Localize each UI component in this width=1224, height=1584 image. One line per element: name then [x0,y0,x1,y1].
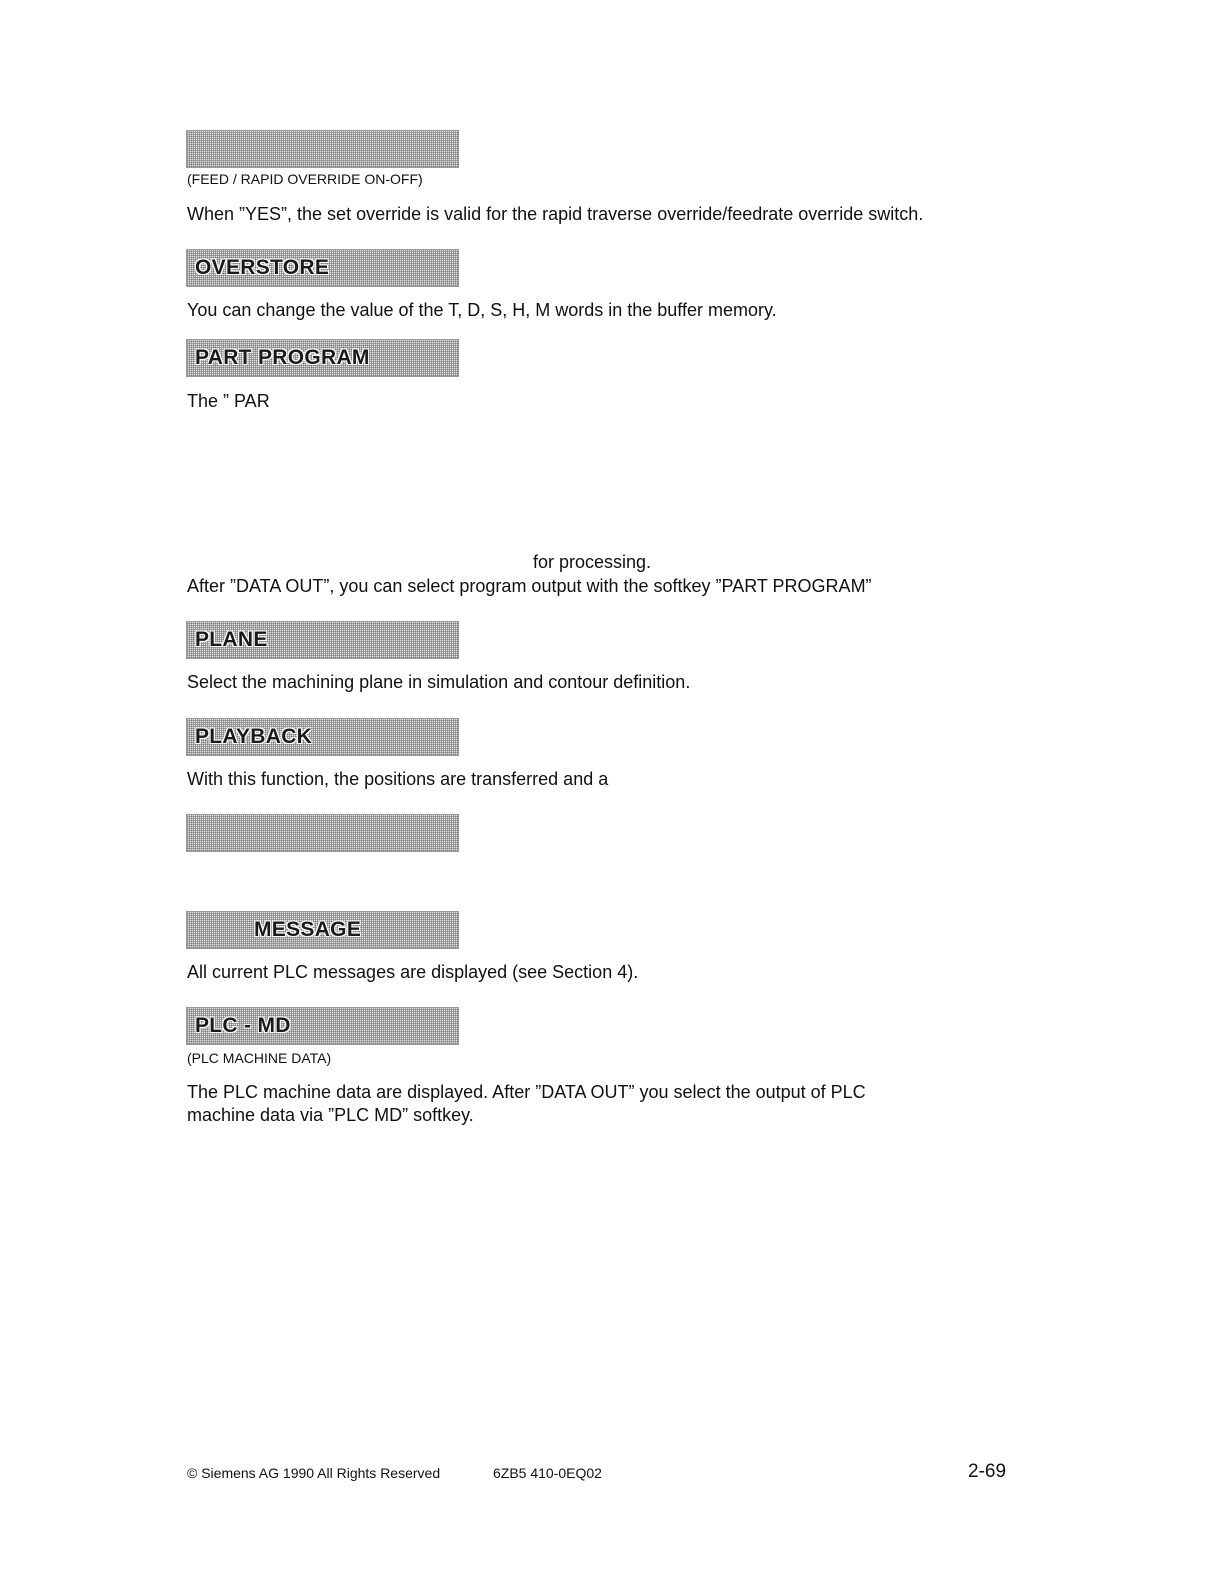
plc-md-subtitle: (PLC MACHINE DATA) [187,1050,332,1066]
plc-md-softkey [186,1007,459,1045]
plc-md-description-line-2: machine data via ”PLC MD” softkey. [187,1105,474,1125]
plane-softkey-label: PLANE [195,628,268,651]
plane-description: Select the machining plane in simulation and contour definition. [187,672,691,692]
playback-softkey-label: PLAYBACK [195,725,313,748]
playback-description: With this function, the positions are transferred and a [187,769,609,789]
blank-softkey [186,814,459,852]
part-program-softkey-label: PART PROGRAM [195,346,370,369]
message-description: All current PLC messages are displayed (see Section 4). [187,962,639,982]
part-program-output-note: After ”DATA OUT”, you can select program output with the softkey ”PART PROGRAM” [187,576,872,596]
part-program-description-end: for processing. [533,552,652,572]
message-softkey [186,911,459,949]
part-program-softkey [186,339,459,377]
feed-override-subtitle: (FEED / RAPID OVERRIDE ON-OFF) [187,171,423,187]
playback-softkey [186,718,459,756]
feed-override-softkey [186,130,459,168]
plane-softkey [186,621,459,659]
plc-md-description-line-1: The PLC machine data are displayed. After ”DATA OUT” you select the output of PLC [187,1082,866,1102]
part-program-description-start: The ” PAR [187,391,270,411]
feed-override-description: When ”YES”, the set override is valid for the rapid traverse override/feedrate override switch. [187,204,924,224]
page-number: 2-69 [968,1461,1007,1482]
footer-copyright: © Siemens AG 1990 All Rights Reserved [187,1465,441,1481]
message-softkey-label: MESSAGE [254,918,362,941]
plc-md-softkey-label: PLC - MD [195,1014,291,1037]
overstore-softkey [186,249,459,287]
footer-order-number: 6ZB5 410-0EQ02 [493,1465,602,1481]
overstore-description: You can change the value of the T, D, S, H, M words in the buffer memory. [187,300,777,320]
overstore-softkey-label: OVERSTORE [195,256,330,279]
